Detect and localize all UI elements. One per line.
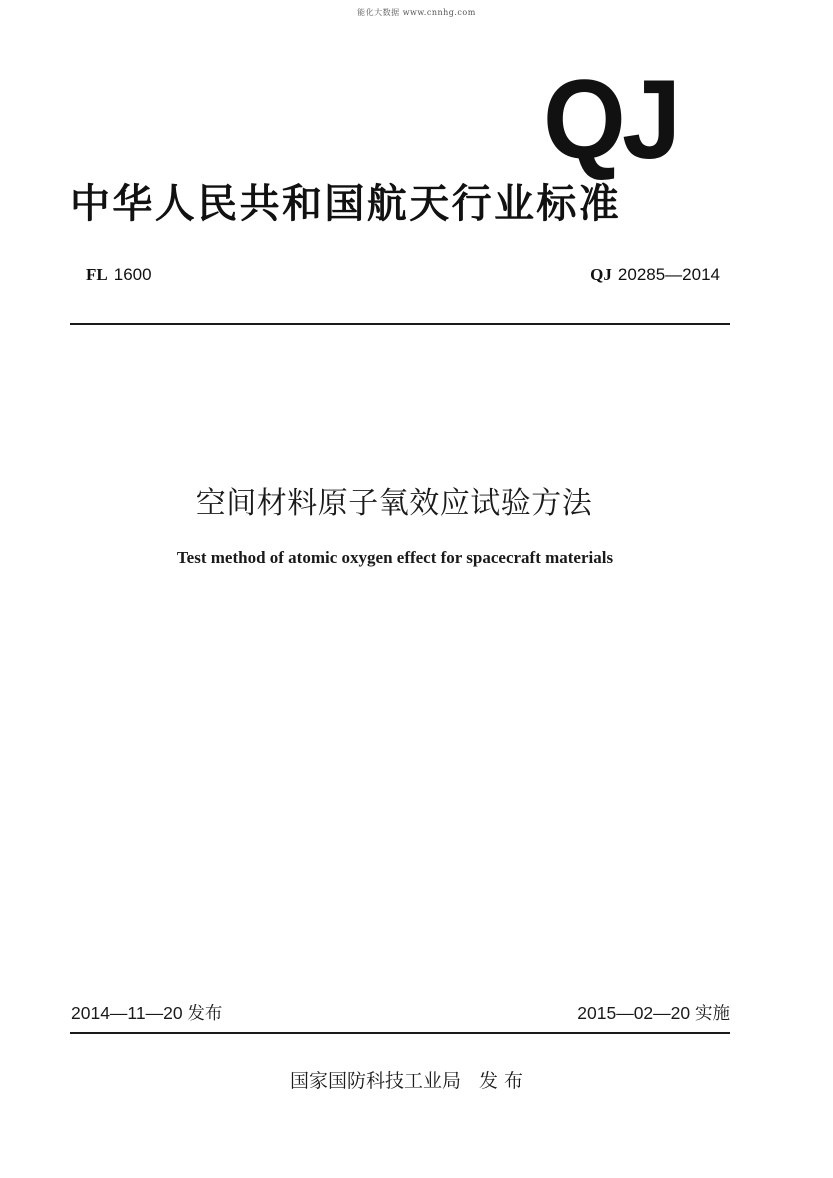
standard-prefix: QJ: [590, 265, 612, 284]
classification-number: 1600: [113, 265, 152, 284]
issuer-verb: 发布: [479, 1070, 530, 1092]
document-title-english: Test method of atomic oxygen effect for spacecraft materials: [176, 548, 614, 567]
organization-title: 中华人民共和国航天行业标准: [70, 181, 622, 227]
implementation-date: 2015—02—20 实施: [577, 1003, 730, 1023]
classification-code: [86, 265, 152, 285]
watermark-text: 能化大数据 www.cnnhg.com: [357, 8, 476, 17]
issuer: [290, 1066, 529, 1093]
top-divider: [70, 323, 730, 325]
issue-date: 2014—11—20 发布: [71, 1003, 223, 1023]
classification-prefix: FL: [86, 265, 108, 284]
standard-code: [590, 265, 720, 285]
qj-logo: QJ: [543, 57, 678, 182]
document-title-chinese: 空间材料原子氧效应试验方法: [195, 486, 593, 521]
standard-number: 20285—2014: [617, 265, 720, 284]
bottom-divider: [70, 1032, 730, 1034]
issuer-name: 国家国防科技工业局: [290, 1070, 462, 1092]
